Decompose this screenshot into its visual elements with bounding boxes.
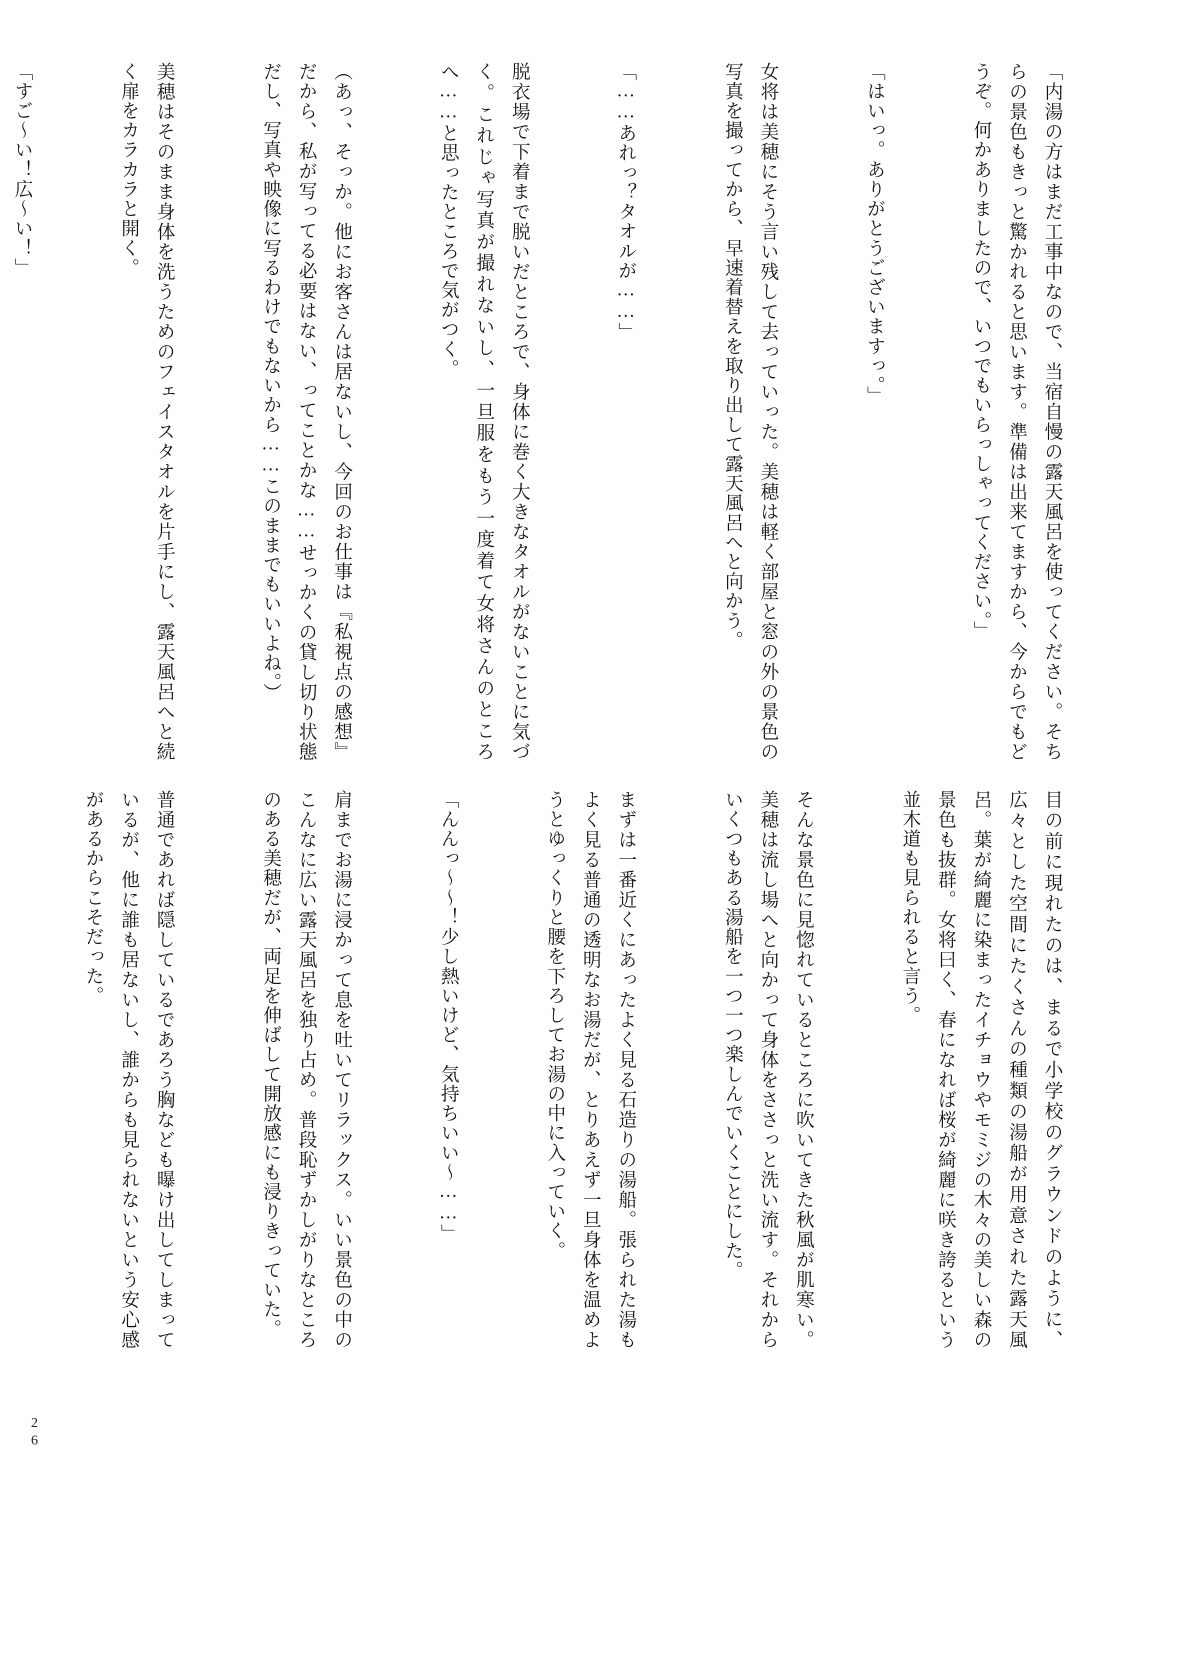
paragraph: まずは一番近くにあったよく見る石造りの湯船。張られた湯もよく見る普通の透明なお湯だが、とりあえず一旦身体を温めようとゆっくりと腰を下ろしてお湯の中に入っていく。 [544, 790, 636, 1350]
paragraph: 「……あれっ？タオルが……」 [615, 62, 636, 343]
paragraph: 美穂はそのまま身体を洗うためのフェイスタオルを片手にし、露天風呂へと続く扉をカラカラと開く。 [118, 62, 175, 762]
lower-text-block [0, 790, 1140, 1350]
paragraph: 「はいっ。ありがとうございますっ。」 [864, 62, 885, 406]
paragraph: 普通であれば隠しているであろう胸なども曝け出してしまっているが、他に誰も居ないし、誰からも見られないという安心感があるからこそだった。 [83, 790, 175, 1350]
paragraph: 脱衣場で下着まで脱いだところで、身体に巻く大きなタオルがないことに気づく。これじゃ写真が撮れないし、一旦服をもう一度着て女将さんのところへ……と思ったところで気がつく。 [438, 62, 530, 762]
paragraph: 女将は美穂にそう言い残して去っていった。美穂は軽く部屋と窓の外の景色の写真を撮ってから、早速着替えを取り出して露天風呂へと向かう。 [722, 62, 778, 762]
page-number: 26 [27, 1415, 42, 1451]
paragraph: そんな景色に見惚れているところに吹いてきた秋風が肌寒い。美穂は流し場へと向かって身体をささっと洗い流す。それからいくつもある湯船を一つ一つ楽しんでいくことにした。 [722, 790, 814, 1350]
paragraph: 「すご〜い！広〜い！」 [12, 62, 33, 278]
paragraph: 目の前に現れたのは、まるで小学校のグラウンドのように、広々とした空間にたくさんの種類の湯船が用意された露天風呂。葉が綺麗に染まったイチョウやモミジの木々の美しい森の景色も抜群。女将曰く、春になれば桜が綺麗に咲き誇るという並木道も見られると言う。 [899, 790, 1062, 1350]
upper-text-block [0, 62, 1140, 762]
paragraph: 肩までお湯に浸かって息を吐いてリラックス。いい景色の中のこんなに広い露天風呂を独り占め。普段恥ずかしがりなところのある美穂だが、両足を伸ばして開放感にも浸りきっていた。 [260, 790, 352, 1350]
paragraph: 「んんっ〜〜！少し熱いけど、気持ちいい〜……」 [438, 790, 459, 1245]
paragraph: （あっ、そっか。他にお客さんは居ないし、今回のお仕事は『私視点の感想』だから、私が写ってる必要はない、ってことかな……せっかくの貸し切り状態だし、写真や映像に写るわけでもないから……このままでもいいよね。） [260, 62, 352, 762]
paragraph [0, 790, 4, 1350]
paragraph: 「内湯の方はまだ工事中なので、当宿自慢の露天風呂を使ってください。そちらの景色もきっと驚かれると思います。準備は出来てますから、今からでもどうぞ。何かありましたので、いつでもいらっしゃってください。」 [970, 62, 1062, 762]
